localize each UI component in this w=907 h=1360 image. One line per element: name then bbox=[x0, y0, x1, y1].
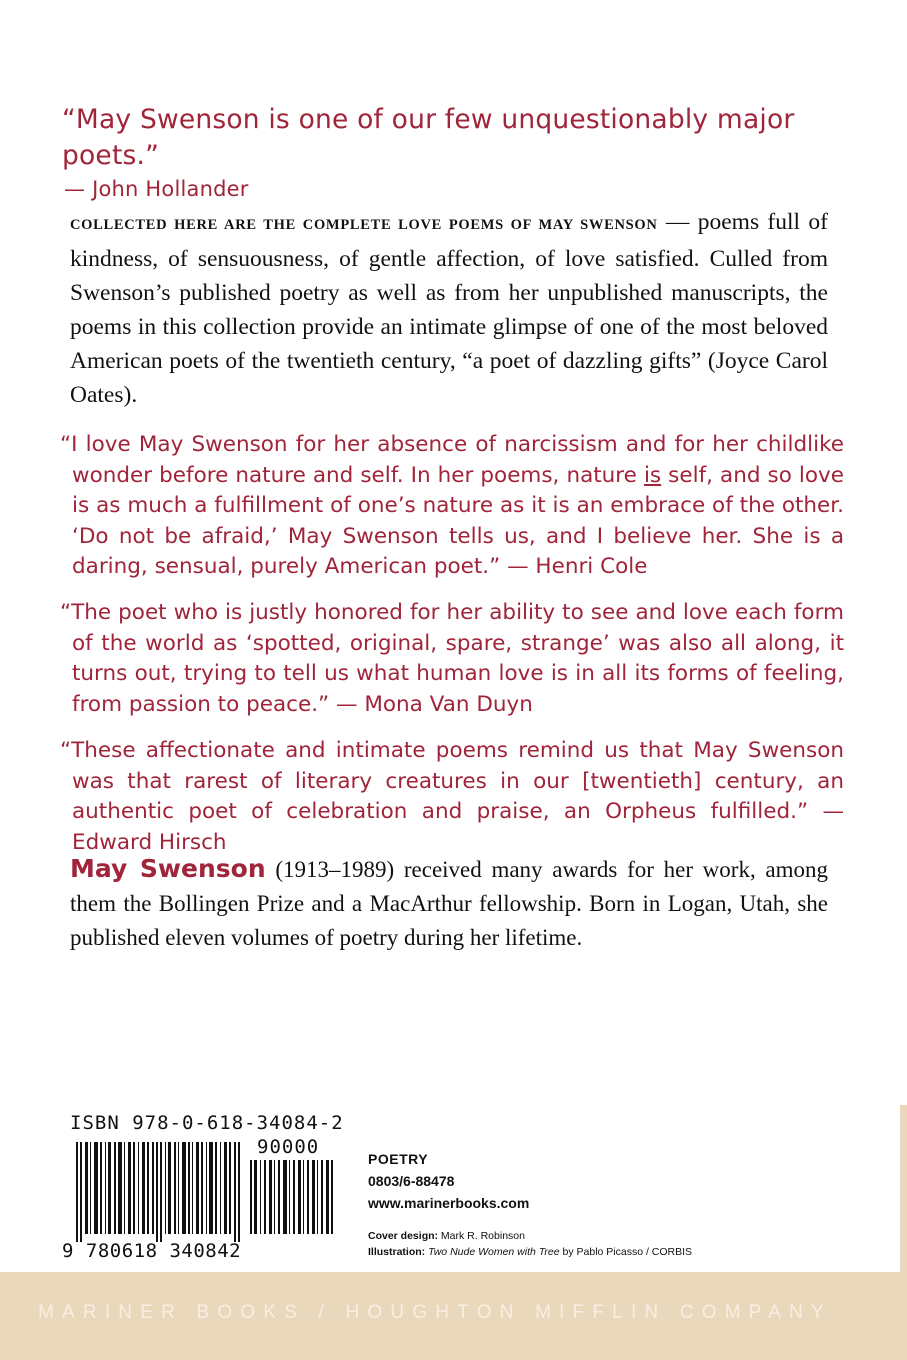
footer-side-strip bbox=[900, 1105, 907, 1272]
author-name: May Swenson bbox=[70, 854, 266, 883]
illustration-source: by Pablo Picasso / CORBIS bbox=[559, 1246, 693, 1258]
author-bio bbox=[70, 852, 828, 955]
blurb-edward-hirsch bbox=[60, 736, 844, 858]
blurb-henri-cole bbox=[60, 430, 844, 583]
blurb-emphasis: is bbox=[643, 462, 662, 488]
author-bio-text: (1913–1989) received many awards for her work, among them the Bollingen Prize and a MacArthur fellowship. Born in Logan, Utah, she published eleven volumes of poetry during her lifetime. bbox=[70, 857, 828, 950]
book-meta bbox=[368, 1148, 529, 1214]
category-label: POETRY bbox=[368, 1151, 429, 1167]
publisher-footer-band bbox=[0, 1272, 907, 1360]
cover-design-name: Mark R. Robinson bbox=[438, 1230, 525, 1242]
ean-digits: 9 780618 340842 bbox=[62, 1240, 242, 1262]
illustration-label: Illustration: bbox=[368, 1246, 426, 1258]
book-description bbox=[70, 205, 828, 412]
isbn-number: ISBN 978-0-618-34084-2 bbox=[70, 1112, 344, 1134]
illustration-credit bbox=[368, 1244, 692, 1260]
isbn-barcode bbox=[62, 1112, 362, 1272]
ean13-bars bbox=[76, 1142, 246, 1242]
cover-design-credit bbox=[368, 1228, 692, 1244]
publisher-footer-text: MARINER BOOKS / HOUGHTON MIFFLIN COMPANY bbox=[38, 1302, 832, 1323]
publisher-website: www.marinerbooks.com bbox=[368, 1195, 530, 1211]
illustration-title: Two Nude Women with Tree bbox=[428, 1246, 560, 1258]
price-addon-number: 90000 bbox=[257, 1136, 320, 1158]
top-quote bbox=[62, 102, 862, 204]
description-body: — poems full of kindness, of sensuousness, of gentle affection, of love satisfied. Culled from Swenson’s published poetry as well as from her unpublished manuscripts, the poems in this collection provide an intimate glimpse of one of the most beloved American poets of the twentieth century, “a poet of dazzling gifts” (Joyce Carol Oates). bbox=[70, 209, 828, 408]
blurb-text: “I love May Swenson for her absence of narcissism and for her childlike wonder before nature and self. In her poems, nature bbox=[60, 432, 844, 488]
addon-bars bbox=[250, 1160, 334, 1234]
product-code: 0803/6-88478 bbox=[368, 1173, 455, 1189]
cover-design-label: Cover design: bbox=[368, 1230, 439, 1242]
description-caps-lead: COLLECTED HERE ARE THE COMPLETE LOVE POEMS OF MAY SWENSON bbox=[70, 217, 658, 233]
top-quote-text: “May Swenson is one of our few unquestionably major poets.” bbox=[62, 104, 795, 171]
blurb-text: “The poet who is justly honored for her ability to see and love each form of the world as ‘spotted, original, spare, strange’ was also all along, it turns out, trying to tell us what human love is in all its forms of feeling, from passion to peace.” — Mona Van Duyn bbox=[60, 600, 844, 717]
cover-credits bbox=[368, 1228, 692, 1260]
blurb-text: “These affectionate and intimate poems remind us that May Swenson was that rarest of literary creatures in our [twentieth] century, an authentic poet of celebration and praise, an Orpheus fulfilled.” — Edward Hirsch bbox=[60, 738, 844, 855]
top-quote-attribution: — John Hollander bbox=[64, 177, 249, 201]
blurb-text: self, and so love is as much a fulfillment of one’s nature as it is an embrace of the other. ‘Do not be afraid,’ May Swenson tells us, and I believe her. She is a daring, sensual, purely American poet.” — Henri Cole bbox=[72, 462, 844, 579]
blurb-mona-van-duyn bbox=[60, 598, 844, 720]
